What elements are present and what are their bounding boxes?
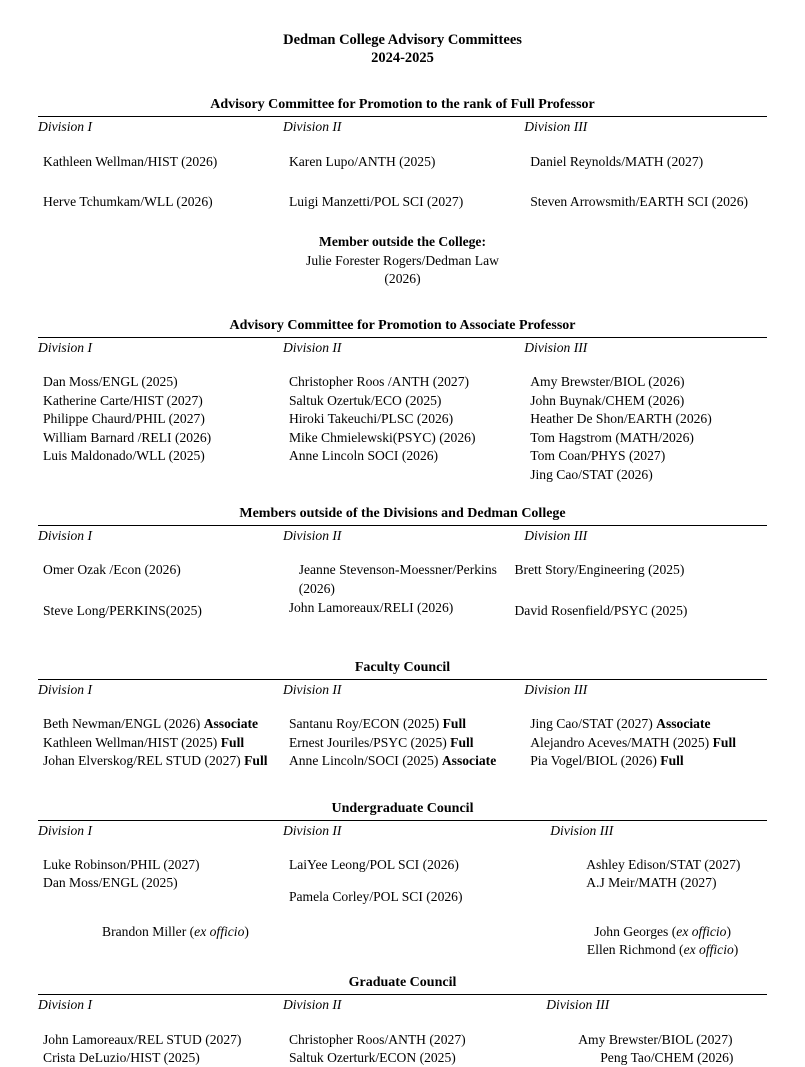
- ex-officio-entry: Ellen Richmond (ex officio): [558, 941, 767, 959]
- members-row: [38, 153, 767, 234]
- member-entry: Tom Hagstrom (MATH/2026): [530, 429, 767, 447]
- member-name: Anne Lincoln/SOCI (2025): [289, 753, 442, 768]
- division-header-row: [38, 117, 767, 136]
- members-row: [38, 373, 767, 484]
- title-line-1: Dedman College Advisory Committees: [283, 32, 522, 48]
- ex-officio-label: ex officio: [676, 924, 726, 939]
- members-row: [38, 561, 767, 620]
- member-entry: Herve Tchumkam/WLL (2026): [43, 193, 283, 211]
- member-name: Alejandro Aceves/MATH (2025): [530, 735, 712, 750]
- member-name: Beth Newman/ENGL (2026): [43, 716, 204, 731]
- member-name: Kathleen Wellman/HIST (2025): [43, 735, 221, 750]
- division-1-members: [38, 561, 283, 620]
- ex-officio-entry: John Georges (ex officio): [558, 923, 767, 941]
- member-entry: David Rosenfield/PSYC (2025): [514, 602, 767, 620]
- member-entry: Steve Long/PERKINS(2025): [43, 602, 283, 620]
- division-1-label: Division I: [38, 995, 283, 1014]
- member-entry: Peng Tao/CHEM (2026): [578, 1049, 767, 1067]
- member-entry: Crista DeLuzio/HIST (2025): [43, 1049, 283, 1067]
- member-entry: [43, 734, 283, 752]
- member-entry: [530, 734, 767, 752]
- member-entry: Heather De Shon/EARTH (2026): [530, 410, 767, 428]
- member-entry: Steven Arrowsmith/EARTH SCI (2026): [530, 193, 767, 211]
- member-entry: Luigi Manzetti/POL SCI (2027): [289, 193, 524, 211]
- division-2-members: [283, 561, 509, 620]
- division-2-members: [283, 1031, 524, 1067]
- division-1-label: Division I: [38, 338, 283, 357]
- member-entry: Brett Story/Engineering (2025): [514, 561, 767, 579]
- division-1-members: [38, 1031, 283, 1067]
- members-row: [38, 1031, 767, 1067]
- division-3-members: [524, 1031, 767, 1067]
- member-name: Johan Elverskog/REL STUD (2027): [43, 753, 244, 768]
- division-2-members: [283, 715, 524, 770]
- outside-member-name: Julie Forester Rogers/Dedman Law: [38, 252, 767, 270]
- member-entry: Christopher Roos /ANTH (2027): [289, 373, 524, 391]
- section-heading: Undergraduate Council: [38, 801, 767, 818]
- ex-officio-row: [38, 923, 767, 959]
- division-header-row: [38, 995, 767, 1014]
- ex-officio-division-1: [38, 923, 283, 959]
- member-rank: Full: [244, 753, 267, 768]
- division-3-members: [524, 715, 767, 770]
- member-entry: Ashley Edison/STAT (2027): [586, 856, 767, 874]
- section-heading: Advisory Committee for Promotion to Associate Professor: [38, 318, 767, 335]
- member-entry: Hiroki Takeuchi/PLSC (2026): [289, 410, 524, 428]
- ex-officio-name: Brandon Miller: [102, 924, 186, 939]
- member-entry: Mike Chmielewski(PSYC) (2026): [289, 429, 524, 447]
- division-header-row: [38, 338, 767, 357]
- member-name: Pia Vogel/BIOL (2026): [530, 753, 660, 768]
- division-2-label: Division II: [283, 526, 524, 545]
- division-3-label: Division III: [524, 526, 767, 545]
- member-entry: [43, 715, 283, 733]
- member-name: Ernest Jouriles/PSYC (2025): [289, 735, 450, 750]
- member-entry: [530, 715, 767, 733]
- division-header-row: [38, 526, 767, 545]
- division-3-members: [508, 561, 767, 620]
- section-full-professor: [38, 97, 767, 288]
- division-1-label: Division I: [38, 526, 283, 545]
- section-associate-professor: [38, 318, 767, 484]
- division-3-label: Division III: [524, 117, 767, 136]
- member-entry: [530, 752, 767, 770]
- division-2-label: Division II: [283, 680, 524, 699]
- member-entry: Jeanne Stevenson-Moessner/Perkins (2026): [299, 561, 509, 598]
- member-entry: Dan Moss/ENGL (2025): [43, 373, 283, 391]
- member-entry: Philippe Chaurd/PHIL (2027): [43, 410, 283, 428]
- division-1-members: [38, 715, 283, 770]
- member-entry: Amy Brewster/BIOL (2026): [530, 373, 767, 391]
- division-2-label: Division II: [283, 338, 524, 357]
- division-3-members: [524, 856, 767, 907]
- member-entry: John Lamoreaux/RELI (2026): [289, 599, 509, 617]
- member-entry: Luke Robinson/PHIL (2027): [43, 856, 283, 874]
- member-entry: William Barnard /RELI (2026): [43, 429, 283, 447]
- member-entry: Jing Cao/STAT (2026): [530, 466, 767, 484]
- member-rank: Full: [713, 735, 736, 750]
- ex-officio-label: ex officio: [194, 924, 244, 939]
- ex-officio-division-2: [283, 923, 524, 959]
- section-outside-divisions: [38, 506, 767, 620]
- member-entry: John Lamoreaux/REL STUD (2027): [43, 1031, 283, 1049]
- ex-officio-name: John Georges: [594, 924, 668, 939]
- member-entry: Luis Maldonado/WLL (2025): [43, 447, 283, 465]
- outside-member-block: [38, 233, 767, 288]
- member-entry: [289, 734, 524, 752]
- division-2-label: Division II: [283, 117, 524, 136]
- member-entry: Saltuk Ozerturk/ECON (2025): [289, 1049, 524, 1067]
- division-2-members: [283, 373, 524, 484]
- member-entry: [289, 715, 524, 733]
- section-heading: Faculty Council: [38, 660, 767, 677]
- division-1-label: Division I: [38, 821, 283, 840]
- ex-officio-label: ex officio: [684, 942, 734, 957]
- section-faculty-council: [38, 660, 767, 771]
- member-rank: Associate: [442, 753, 496, 768]
- division-2-members: [283, 153, 524, 234]
- member-rank: Full: [660, 753, 683, 768]
- member-entry: [289, 752, 524, 770]
- member-entry: Tom Coan/PHYS (2027): [530, 447, 767, 465]
- members-row: [38, 856, 767, 907]
- member-entry: A.J Meir/MATH (2027): [586, 874, 767, 892]
- member-entry: [43, 752, 283, 770]
- ex-officio-division-3: [524, 923, 767, 959]
- outside-member-year: (2026): [38, 270, 767, 288]
- division-1-members: [38, 856, 283, 907]
- member-rank: Full: [450, 735, 473, 750]
- section-heading: Members outside of the Divisions and Dedman College: [38, 506, 767, 523]
- division-1-label: Division I: [38, 117, 283, 136]
- division-3-label: Division III: [524, 821, 767, 840]
- division-header-row: [38, 821, 767, 840]
- division-3-label: Division III: [524, 995, 767, 1014]
- title-line-2: 2024-2025: [0, 50, 805, 68]
- ex-officio-name: Ellen Richmond: [587, 942, 676, 957]
- member-name: Santanu Roy/ECON (2025): [289, 716, 443, 731]
- member-entry: Dan Moss/ENGL (2025): [43, 874, 283, 892]
- member-entry: Kathleen Wellman/HIST (2026): [43, 153, 283, 171]
- division-2-members: [283, 856, 524, 907]
- division-3-members: [524, 153, 767, 234]
- member-entry: Saltuk Ozertuk/ECO (2025): [289, 392, 524, 410]
- member-entry: John Buynak/CHEM (2026): [530, 392, 767, 410]
- member-name: Jing Cao/STAT (2027): [530, 716, 656, 731]
- member-entry: Karen Lupo/ANTH (2025): [289, 153, 524, 171]
- section-graduate-council: [38, 975, 767, 1067]
- page-title: [0, 0, 805, 67]
- section-heading: Graduate Council: [38, 975, 767, 992]
- section-heading: Advisory Committee for Promotion to the rank of Full Professor: [38, 97, 767, 114]
- division-header-row: [38, 680, 767, 699]
- division-1-members: [38, 373, 283, 484]
- division-2-label: Division II: [283, 821, 524, 840]
- division-2-label: Division II: [283, 995, 524, 1014]
- member-entry: Omer Ozak /Econ (2026): [43, 561, 283, 579]
- ex-officio-entry: Brandon Miller (ex officio): [68, 923, 283, 941]
- member-entry: Christopher Roos/ANTH (2027): [289, 1031, 524, 1049]
- member-entry: Anne Lincoln SOCI (2026): [289, 447, 524, 465]
- member-rank: Full: [221, 735, 244, 750]
- section-undergraduate-council: [38, 801, 767, 960]
- member-rank: Associate: [204, 716, 258, 731]
- members-row: [38, 715, 767, 770]
- member-rank: Associate: [656, 716, 710, 731]
- division-3-label: Division III: [524, 338, 767, 357]
- outside-member-heading: Member outside the College:: [38, 233, 767, 251]
- member-entry: Pamela Corley/POL SCI (2026): [289, 888, 524, 906]
- division-1-label: Division I: [38, 680, 283, 699]
- member-rank: Full: [443, 716, 466, 731]
- member-entry: Katherine Carte/HIST (2027): [43, 392, 283, 410]
- division-3-label: Division III: [524, 680, 767, 699]
- division-3-members: [524, 373, 767, 484]
- member-entry: Daniel Reynolds/MATH (2027): [530, 153, 767, 171]
- member-entry: Amy Brewster/BIOL (2027): [578, 1031, 767, 1049]
- member-entry: LaiYee Leong/POL SCI (2026): [289, 856, 524, 874]
- division-1-members: [38, 153, 283, 234]
